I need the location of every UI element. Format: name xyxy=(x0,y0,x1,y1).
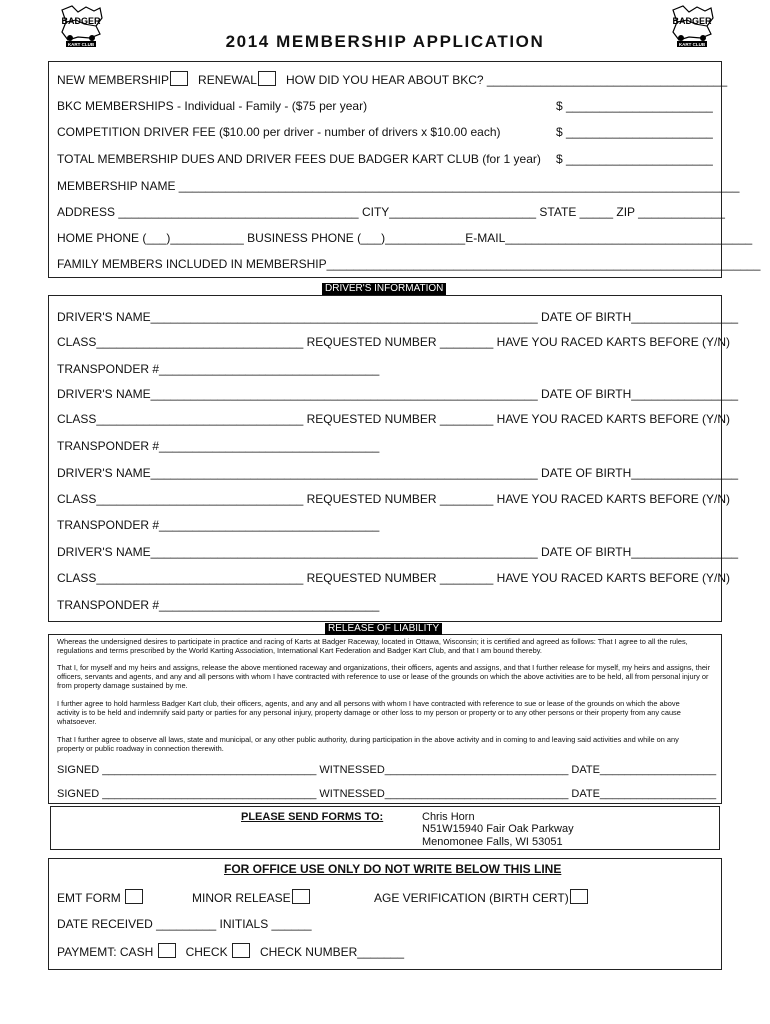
svg-text:KART CLUB: KART CLUB xyxy=(67,42,95,47)
new-membership-row xyxy=(57,71,727,87)
svg-text:BADGER: BADGER xyxy=(672,16,712,26)
driver-3-class-field[interactable]: CLASS_______________________________ REQUESTED NUMBER ________ HAVE YOU RACED KARTS BEFORE (Y/N) xyxy=(57,492,731,506)
phone-email-field[interactable]: HOME PHONE (___)___________ BUSINESS PHONE (___)____________E-MAIL_____________________________________ xyxy=(57,231,753,245)
how-did-you-hear-field[interactable]: HOW DID YOU HEAR ABOUT BKC? ____________________________________ xyxy=(285,73,728,87)
driver-3-transponder-field[interactable]: TRANSPONDER #_________________________________ xyxy=(57,518,380,532)
age-verification-label: AGE VERIFICATION (BIRTH CERT) xyxy=(374,891,569,905)
driver-2-transponder-field[interactable]: TRANSPONDER #_________________________________ xyxy=(57,439,380,453)
driver-2-name-field[interactable]: DRIVER'S NAME__________________________________________________________ DATE OF BIRTH________________ xyxy=(57,387,739,401)
check-label: CHECK xyxy=(185,945,228,959)
check-number-field[interactable]: CHECK NUMBER_______ xyxy=(259,945,405,959)
date-received-field[interactable]: DATE RECEIVED _________ INITIALS ______ xyxy=(57,917,312,931)
bkc-memberships-label: BKC MEMBERSHIPS - Individual - Family - ($75 per year) xyxy=(57,99,368,113)
driver-1-name-field[interactable]: DRIVER'S NAME__________________________________________________________ DATE OF BIRTH________________ xyxy=(57,310,739,324)
total-dues-label: TOTAL MEMBERSHIP DUES AND DRIVER FEES DUE BADGER KART CLUB (for 1 year) xyxy=(57,152,541,166)
driver-fee-label: COMPETITION DRIVER FEE ($10.00 per driver - number of drivers x $10.00 each) xyxy=(57,125,501,139)
payment-cash-label: PAYMEMT: CASH xyxy=(57,945,154,959)
release-header: RELEASE OF LIABILITY xyxy=(325,623,442,635)
driver-4-class-field[interactable]: CLASS_______________________________ REQUESTED NUMBER ________ HAVE YOU RACED KARTS BEFORE (Y/N) xyxy=(57,571,731,585)
membership-name-field[interactable]: MEMBERSHIP NAME ____________________________________________________________________________________ xyxy=(57,179,740,193)
age-verification-checkbox[interactable] xyxy=(570,889,588,904)
svg-text:KART CLUB: KART CLUB xyxy=(678,42,706,47)
send-city: Menomonee Falls, WI 53051 xyxy=(422,836,563,848)
drivers-header: DRIVER'S INFORMATION xyxy=(322,283,446,295)
send-street: N51W15940 Fair Oak Parkway xyxy=(422,823,574,835)
emt-form-checkbox[interactable] xyxy=(125,889,143,904)
renewal-checkbox[interactable] xyxy=(258,71,276,86)
send-name: Chris Horn xyxy=(422,811,475,823)
page-title: 2014 MEMBERSHIP APPLICATION xyxy=(225,32,545,51)
cash-checkbox[interactable] xyxy=(158,943,176,958)
bkc-memberships-amount-field[interactable]: $ ______________________ xyxy=(556,99,713,113)
signature-line-1[interactable]: SIGNED ___________________________________ WITNESSED______________________________ DATE___________________ xyxy=(57,764,717,776)
driver-fee-amount-field[interactable]: $ ______________________ xyxy=(556,125,713,139)
driver-4-transponder-field[interactable]: TRANSPONDER #_________________________________ xyxy=(57,598,380,612)
driver-1-transponder-field[interactable]: TRANSPONDER #_________________________________ xyxy=(57,362,380,376)
new-membership-label: NEW MEMBERSHIP xyxy=(57,73,170,87)
release-paragraph-4: That I further agree to observe all laws, state and municipal, or any other public authority, during participation in the above activity and in coming to and leaving said activities and while on any property or public roadway in connection therewith. xyxy=(57,735,679,753)
release-paragraph-1: Whereas the undersigned desires to participate in practice and racing of Karts at Badger Raceway, located in Ottawa, Wisconsin; it is certified and agreed as follows: That I agree to all the rules, regulations and terms prescribed by the World Karting Association, International Kart Federation and Badger Kart Club, and that I am bound thereby. xyxy=(57,637,688,655)
release-paragraph-3: I further agree to hold harmless Badger Kart club, their officers, agents, and any and all persons with whom I have contracted with reference to sue or lease of the grounds on which the above activity is to be held and indemnify said party or parties for any personal injury, property damage or other loss to my person or property or to any other persons or their property from any cause whatsoever. xyxy=(57,699,681,726)
send-forms-section xyxy=(50,806,720,850)
address-field[interactable]: ADDRESS ____________________________________ CITY______________________ STATE _____ ZIP _____________ xyxy=(57,205,725,219)
payment-row xyxy=(57,943,404,959)
signature-line-2[interactable]: SIGNED ___________________________________ WITNESSED______________________________ DATE___________________ xyxy=(57,788,717,800)
check-checkbox[interactable] xyxy=(232,943,250,958)
driver-3-name-field[interactable]: DRIVER'S NAME__________________________________________________________ DATE OF BIRTH________________ xyxy=(57,466,739,480)
release-paragraph-2: That I, for myself and my heirs and assigns, release the above mentioned raceway and organizations, their officers, agents and assigns, and that I further release for myself, my heirs and assigns, their officers, servants and agents, and any and all persons with whom I have contracted with reference to use or lease of the grounds on which the above activities are to be held, all from personal injury or from property damage sustained by me. xyxy=(57,663,711,690)
new-membership-checkbox[interactable] xyxy=(170,71,188,86)
driver-1-class-field[interactable]: CLASS_______________________________ REQUESTED NUMBER ________ HAVE YOU RACED KARTS BEFORE (Y/N) xyxy=(57,335,731,349)
office-use-header: FOR OFFICE USE ONLY DO NOT WRITE BELOW THIS LINE xyxy=(224,862,562,876)
driver-4-name-field[interactable]: DRIVER'S NAME__________________________________________________________ DATE OF BIRTH________________ xyxy=(57,545,739,559)
send-forms-label: PLEASE SEND FORMS TO: xyxy=(241,811,384,823)
emt-form-label: EMT FORM xyxy=(57,891,121,905)
minor-release-label: MINOR RELEASE xyxy=(192,891,291,905)
membership-section xyxy=(48,61,722,278)
minor-release-checkbox[interactable] xyxy=(292,889,310,904)
driver-2-class-field[interactable]: CLASS_______________________________ REQUESTED NUMBER ________ HAVE YOU RACED KARTS BEFORE (Y/N) xyxy=(57,412,731,426)
renewal-label: RENEWAL xyxy=(198,73,257,87)
age-verification-row xyxy=(374,889,588,905)
svg-text:BADGER: BADGER xyxy=(61,16,101,26)
total-dues-amount-field[interactable]: $ ______________________ xyxy=(556,152,713,166)
family-members-field[interactable]: FAMILY MEMBERS INCLUDED IN MEMBERSHIP_________________________________________________________________ xyxy=(57,257,761,271)
minor-release-row xyxy=(192,889,310,905)
emt-form-row xyxy=(57,889,143,905)
